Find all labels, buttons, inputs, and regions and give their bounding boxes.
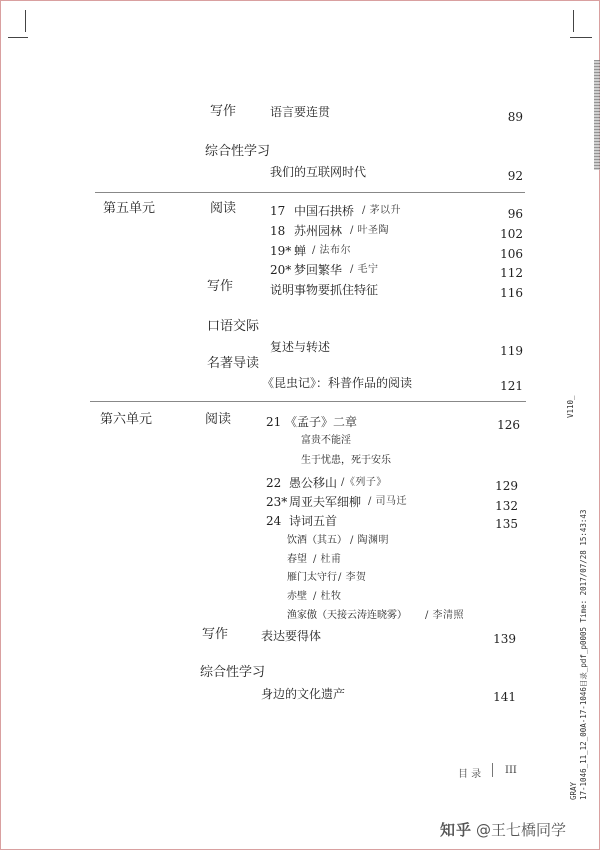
footer-divider: [492, 763, 493, 777]
synth-label: 综合性学习: [200, 665, 266, 680]
writing-label: 写作: [210, 104, 237, 119]
classics-title: 《昆虫记》：科普作品的阅读: [262, 376, 413, 390]
lesson-title: 梦回繁华: [294, 263, 343, 277]
watermark-user: @王七橋同学: [476, 821, 567, 839]
print-job-code: V110_: [566, 395, 575, 418]
lesson-author: / 毛宁: [350, 264, 379, 275]
writing-title: 语言要连贯: [270, 105, 331, 119]
lesson-number: 17: [270, 204, 286, 218]
lesson-number: 24: [266, 514, 282, 528]
page-number: 141: [493, 690, 516, 704]
lesson-author: / 叶圣陶: [350, 225, 390, 236]
writing-title: 表达要得体: [261, 629, 322, 643]
writing-label: 写作: [207, 279, 234, 294]
page-number: 119: [500, 344, 523, 358]
page-number: 132: [495, 499, 518, 513]
oral-label: 口语交际: [207, 319, 260, 334]
reading-label: 阅读: [205, 412, 232, 427]
poem-author: / 杜甫: [313, 554, 342, 565]
synth-title: 我们的互联网时代: [270, 165, 367, 179]
lesson-number: 23*: [266, 495, 288, 509]
footer-section-label: 目 录: [458, 769, 482, 780]
lesson-author: / 法布尔: [312, 245, 352, 256]
lesson-title: 蝉: [294, 244, 307, 258]
page-number: 121: [500, 379, 523, 393]
poem-title: 渔家傲（天接云涛连晓雾）: [287, 610, 407, 621]
lesson-author: / 茅以升: [362, 205, 402, 216]
unit-label: 第六单元: [100, 412, 153, 427]
classics-label: 名著导读: [207, 356, 260, 371]
unit-divider: [90, 401, 526, 402]
page-number: 92: [507, 169, 523, 183]
page-number: 106: [500, 247, 523, 261]
unit-divider: [95, 192, 525, 193]
crop-mark-top-right-v: [573, 10, 574, 32]
lesson-author: /《列子》: [341, 477, 387, 488]
lesson-title: 周亚夫军细柳: [289, 495, 362, 509]
page-number: 135: [495, 517, 518, 531]
print-color-mode: GRAY: [569, 781, 578, 800]
lesson-number: 18: [270, 224, 286, 238]
page-number: 129: [495, 479, 518, 493]
reading-label: 阅读: [210, 201, 237, 216]
page-number: 139: [493, 632, 516, 646]
sub-lesson-title: 富贵不能淫: [301, 435, 351, 446]
writing-title: 说明事物要抓住特征: [270, 283, 379, 297]
scan-edge-artifact: [594, 60, 600, 170]
lesson-number: 21: [266, 415, 282, 429]
watermark-platform: 知乎: [440, 821, 473, 839]
page-number: 112: [500, 266, 523, 280]
lesson-number: 19*: [270, 244, 292, 258]
poem-title: 春望: [287, 554, 307, 565]
page-number: 126: [497, 418, 520, 432]
print-file-meta: 17-1046_11_12_00A-17-1046目录_pdf_p0005 Time: 2017/07/28 15:43:43: [579, 509, 588, 800]
sub-lesson-title: 生于忧患，死于安乐: [301, 455, 391, 466]
crop-mark-top-left-v: [25, 10, 26, 32]
footer-page-number: III: [505, 765, 517, 776]
page-number: 89: [507, 110, 523, 124]
poem-author: / 杜牧: [313, 591, 342, 602]
lesson-title: 诗词五首: [289, 514, 338, 528]
poem-author: / 陶渊明: [350, 535, 390, 546]
page-number: 116: [500, 286, 523, 300]
page-number: 96: [507, 207, 523, 221]
crop-mark-top-right-h: [570, 37, 592, 38]
lesson-title: 愚公移山: [289, 476, 338, 490]
page-number: 102: [500, 227, 523, 241]
writing-label: 写作: [202, 627, 229, 642]
lesson-number: 22: [266, 476, 282, 490]
poem-author: / 李贺: [338, 572, 367, 583]
unit-label: 第五单元: [103, 201, 156, 216]
crop-mark-top-left-h: [8, 37, 28, 38]
poem-title: 赤壁: [287, 591, 307, 602]
poem-title: 饮酒（其五）: [287, 535, 347, 546]
synth-label: 综合性学习: [205, 144, 271, 159]
lesson-number: 20*: [270, 263, 292, 277]
synth-title: 身边的文化遗产: [261, 687, 346, 701]
lesson-title: 《孟子》二章: [285, 415, 358, 429]
lesson-title: 中国石拱桥: [294, 204, 355, 218]
watermark: [440, 819, 566, 840]
oral-title: 复述与转述: [270, 340, 331, 354]
poem-author: / 李清照: [425, 610, 465, 621]
poem-title: 雁门太守行: [287, 572, 337, 583]
lesson-author: / 司马迁: [368, 496, 408, 507]
lesson-title: 苏州园林: [294, 224, 343, 238]
